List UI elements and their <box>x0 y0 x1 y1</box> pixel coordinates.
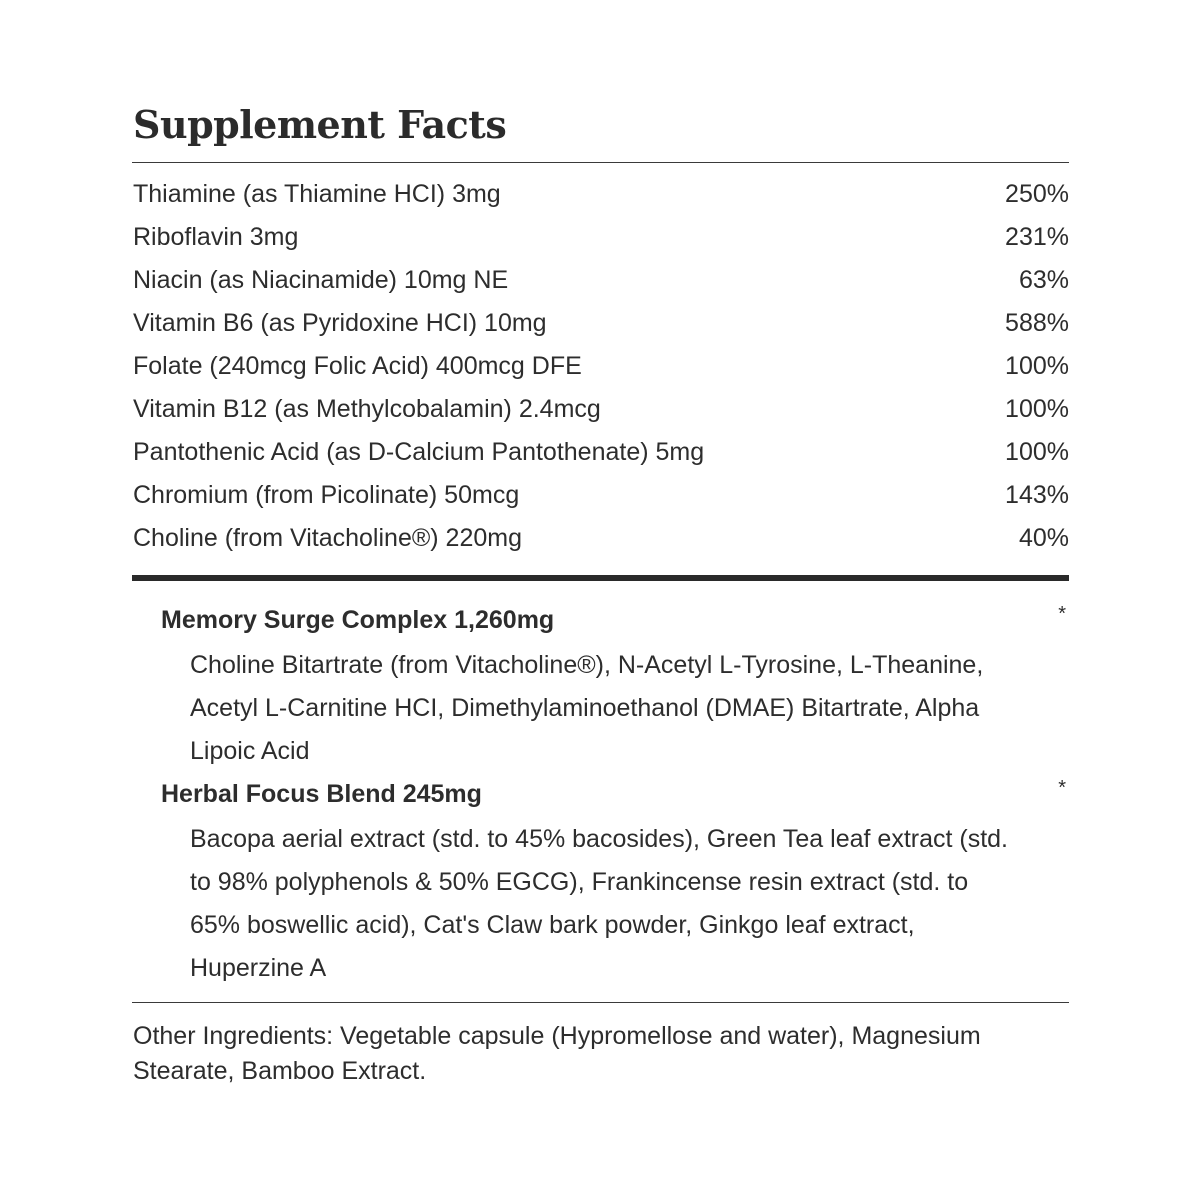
nutrient-row <box>132 302 1069 345</box>
blend-ingredients: Bacopa aerial extract (std. to 45% bacosides), Green Tea leaf extract (std. to 98% polyphenols & 50% EGCG), Frankincense resin extract (std. to 65% boswellic acid), Cat's Claw bark powder, Ginkgo leaf extract, Huperzine A <box>190 825 1009 982</box>
nutrient-daily-value: 143% <box>1005 481 1069 509</box>
blend-name: Herbal Focus Blend 245mg <box>161 780 482 808</box>
blend-herbal-focus <box>132 773 1069 990</box>
nutrient-daily-value: 100% <box>1005 395 1069 423</box>
nutrient-row <box>132 173 1069 216</box>
nutrient-name: Niacin (as Niacinamide) 10mg NE <box>133 266 509 294</box>
nutrient-row <box>132 345 1069 388</box>
nutrient-daily-value: 63% <box>1018 266 1069 294</box>
nutrient-daily-value: 231% <box>1005 223 1069 251</box>
blend-dv-asterisk: * <box>1058 777 1066 799</box>
nutrient-name: Vitamin B6 (as Pyridoxine HCI) 10mg <box>133 309 547 337</box>
nutrient-name: Riboflavin 3mg <box>133 223 299 251</box>
nutrient-name: Thiamine (as Thiamine HCI) 3mg <box>133 180 501 208</box>
nutrient-row <box>132 388 1069 431</box>
nutrient-row <box>132 431 1069 474</box>
supplement-facts-panel <box>132 100 1069 1089</box>
blend-dv-asterisk: * <box>1058 603 1066 625</box>
blend-name: Memory Surge Complex 1,260mg <box>161 606 555 634</box>
nutrient-daily-value: 40% <box>1018 524 1069 552</box>
panel-title: Supplement Facts <box>133 102 507 147</box>
nutrient-row <box>132 259 1069 302</box>
nutrient-daily-value: 250% <box>1005 180 1069 208</box>
nutrient-name: Choline (from Vitacholine®) 220mg <box>133 524 522 552</box>
nutrient-list <box>132 163 1069 575</box>
blend-list <box>132 581 1069 1002</box>
blend-memory-surge <box>132 599 1069 773</box>
nutrient-name: Chromium (from Picolinate) 50mcg <box>133 481 520 509</box>
nutrient-row <box>132 517 1069 560</box>
nutrient-daily-value: 100% <box>1005 352 1069 380</box>
blend-ingredients: Choline Bitartrate (from Vitacholine®), N-Acetyl L-Tyrosine, L-Theanine, Acetyl L-Carnitine HCI, Dimethylaminoethanol (DMAE) Bitartrate, Alpha Lipoic Acid <box>190 651 984 765</box>
other-ingredients: Other Ingredients: Vegetable capsule (Hypromellose and water), Magnesium Stearate, Bamboo Extract. <box>133 1022 981 1085</box>
nutrient-name: Folate (240mcg Folic Acid) 400mcg DFE <box>133 352 582 380</box>
nutrient-row <box>132 474 1069 517</box>
nutrient-name: Pantothenic Acid (as D-Calcium Pantothenate) 5mg <box>133 438 705 466</box>
nutrient-daily-value: 100% <box>1005 438 1069 466</box>
nutrient-name: Vitamin B12 (as Methylcobalamin) 2.4mcg <box>133 395 601 423</box>
nutrient-row <box>132 216 1069 259</box>
nutrient-daily-value: 588% <box>1005 309 1069 337</box>
